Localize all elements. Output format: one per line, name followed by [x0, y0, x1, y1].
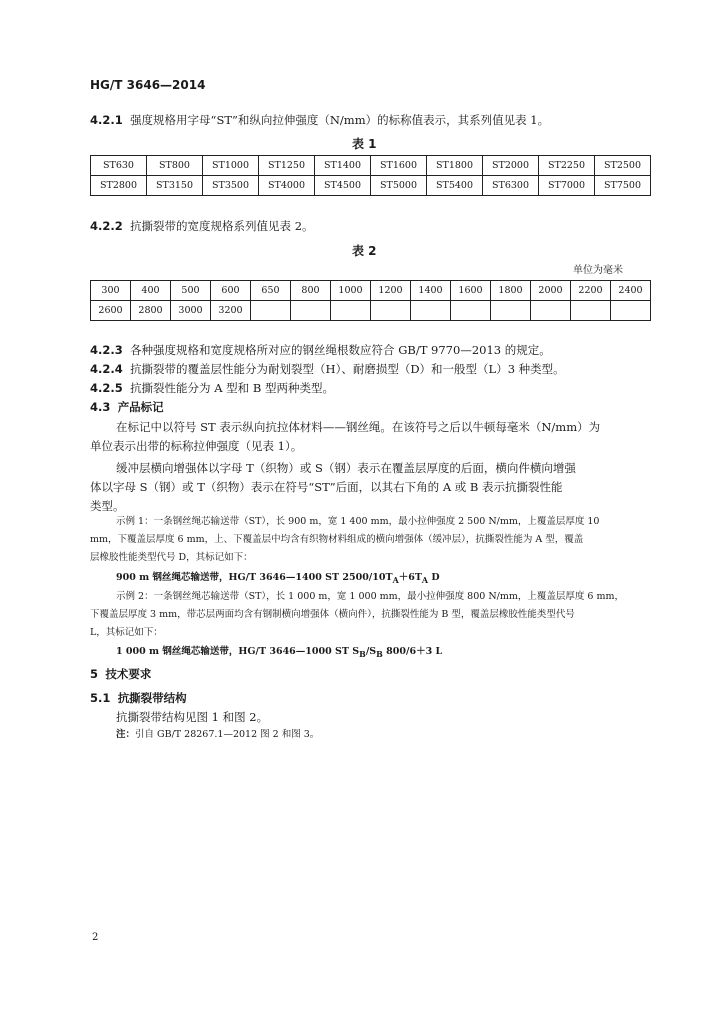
clause-text: 抗撕裂带的宽度规格系列值见表 2。: [130, 219, 314, 233]
table-cell: 3000: [171, 301, 211, 321]
clause-number: 4.2.4: [90, 362, 123, 376]
table-row: [91, 281, 651, 301]
clause-number: 4.2.3: [90, 343, 123, 357]
table-row: [91, 156, 651, 176]
table-cell: ST2500: [595, 156, 651, 176]
section-title: 抗撕裂带结构: [117, 691, 187, 705]
paragraph-5-1: 抗撕裂带结构见图 1 和图 2。: [116, 710, 269, 724]
clause-4-2-4: [90, 361, 565, 377]
marking-text-end: D: [428, 572, 440, 583]
table-cell: 1600: [451, 281, 491, 301]
marking-text: 1 000 m 钢丝绳芯输送带，HG/T 3646—1000 ST S: [116, 646, 360, 657]
example-1-line-3: 层橡胶性能类型代号 D，其标记如下：: [90, 552, 253, 563]
marking-subscript-2: A: [421, 575, 429, 585]
clause-4-2-1: [90, 112, 549, 128]
table-2-unit: 单位为毫米: [573, 265, 623, 276]
table-cell: ST5400: [427, 176, 483, 196]
marking-subscript: B: [359, 649, 366, 659]
paragraph-4-3b-line-1: 缓冲层横向增强体以字母 T（织物）或 S（钢）表示在覆盖层厚度的后面，横向件横向增强: [116, 461, 576, 475]
standard-number: HG/T 3646—2014: [90, 78, 206, 92]
table-cell: [531, 301, 571, 321]
clause-text: 强度规格用字母“ST”和纵向拉伸强度（N/mm）的标称值表示，其系列值见表 1。: [130, 113, 550, 127]
clause-text: 抗撕裂带的覆盖层性能分为耐划裂型（H）、耐磨损型（D）和一般型（L）3 种类型。: [130, 362, 565, 376]
table-cell: ST7000: [539, 176, 595, 196]
marking-text-mid: ＋6T: [398, 572, 422, 583]
table-cell: 500: [171, 281, 211, 301]
table-cell: 300: [91, 281, 131, 301]
table-cell: [331, 301, 371, 321]
table-cell: ST2800: [91, 176, 147, 196]
table-cell: 800: [291, 281, 331, 301]
table-cell: ST800: [147, 156, 203, 176]
table-cell: 2600: [91, 301, 131, 321]
example-2-line-1: 示例 2：一条钢丝绳芯输送带（ST），长 1 000 m，宽 1 000 mm，最小拉伸强度 800 N/mm，上覆盖层厚度 6 mm，: [116, 591, 624, 602]
table-cell: ST7500: [595, 176, 651, 196]
table-cell: 2000: [531, 281, 571, 301]
note-label: 注：: [116, 729, 136, 740]
section-title: 产品标记: [117, 400, 164, 414]
table-cell: 1200: [371, 281, 411, 301]
table-row: [91, 176, 651, 196]
table-cell: ST1000: [203, 156, 259, 176]
table-cell: ST4000: [259, 176, 315, 196]
table-cell: 2400: [611, 281, 651, 301]
section-4-3-heading: [90, 399, 164, 415]
example-2-marking: [116, 645, 442, 662]
table-cell: ST1800: [427, 156, 483, 176]
marking-text: 900 m 钢丝绳芯输送带，HG/T 3646—1400 ST 2500/10T: [116, 572, 393, 583]
table-cell: ST4500: [315, 176, 371, 196]
table-cell: 600: [211, 281, 251, 301]
section-title: 技术要求: [105, 667, 152, 681]
section-5-heading: [90, 666, 151, 682]
table-cell: ST1250: [259, 156, 315, 176]
page-number: 2: [92, 932, 99, 943]
clause-text: 抗撕裂性能分为 A 型和 B 型两种类型。: [130, 381, 334, 395]
example-2-line-2: 下覆盖层厚度 3 mm，带芯层两面均含有钢制横向增强体（横向件），抗撕裂性能为 B 型，覆盖层橡胶性能类型代号: [90, 609, 575, 620]
table-cell: ST5000: [371, 176, 427, 196]
paragraph-4-3-line-1: 在标记中以符号 ST 表示纵向抗拉体材料——钢丝绳。在该符号之后以牛顿每毫米（N/mm）为: [116, 420, 601, 434]
clause-number: 4.2.1: [90, 113, 123, 127]
example-1-line-2: mm，下覆盖层厚度 6 mm，上、下覆盖层中均含有织物材料组成的横向增强体（缓冲层），抗撕裂性能为 A 型，覆盖: [90, 534, 584, 545]
table-1-caption: 表 1: [352, 137, 377, 151]
table-cell: 1400: [411, 281, 451, 301]
table-cell: ST6300: [483, 176, 539, 196]
table-cell: 650: [251, 281, 291, 301]
table-row: [91, 301, 651, 321]
paragraph-4-3-line-2: 单位表示出带的标称拉伸强度（见表 1）。: [90, 439, 303, 453]
clause-4-2-2: [90, 218, 314, 234]
table-cell: [611, 301, 651, 321]
section-number: 5.1: [90, 691, 111, 705]
example-2-line-3: L，其标记如下：: [90, 627, 163, 638]
table-cell: [571, 301, 611, 321]
paragraph-4-3b-line-3: 类型。: [90, 499, 125, 513]
table-cell: [291, 301, 331, 321]
table-cell: ST630: [91, 156, 147, 176]
paragraph-4-3b-line-2: 体以字母 S（钢）或 T（织物）表示在符号“ST”后面，以其右下角的 A 或 B 表示抗撕裂性能: [90, 480, 563, 494]
table-cell: [371, 301, 411, 321]
table-cell: ST1600: [371, 156, 427, 176]
table-cell: 2200: [571, 281, 611, 301]
table-cell: [491, 301, 531, 321]
table-cell: 400: [131, 281, 171, 301]
table-cell: 3200: [211, 301, 251, 321]
marking-subscript: A: [392, 575, 399, 585]
table-cell: ST2000: [483, 156, 539, 176]
note-text: 引自 GB/T 28267.1—2012 图 2 和图 3。: [135, 729, 320, 740]
clause-4-2-3: [90, 342, 551, 358]
table-cell: ST3150: [147, 176, 203, 196]
marking-subscript-2: B: [376, 649, 383, 659]
section-number: 5: [90, 667, 99, 681]
table-cell: [411, 301, 451, 321]
table-cell: ST2250: [539, 156, 595, 176]
table-cell: [251, 301, 291, 321]
table-cell: ST1400: [315, 156, 371, 176]
table-2-caption: 表 2: [352, 244, 377, 258]
section-5-1-heading: [90, 690, 187, 706]
table-2: [90, 280, 651, 321]
example-1-marking: [116, 571, 440, 588]
clause-number: 4.2.5: [90, 381, 123, 395]
table-cell: [451, 301, 491, 321]
clause-number: 4.2.2: [90, 219, 123, 233]
table-cell: 1000: [331, 281, 371, 301]
table-cell: ST3500: [203, 176, 259, 196]
example-1-line-1: 示例 1：一条钢丝绳芯输送带（ST），长 900 m，宽 1 400 mm，最小拉伸强度 2 500 N/mm，上覆盖层厚度 10: [116, 516, 600, 527]
clause-4-2-5: [90, 380, 334, 396]
marking-text-mid: /S: [365, 646, 377, 657]
note: [116, 728, 319, 742]
section-number: 4.3: [90, 400, 111, 414]
clause-text: 各种强度规格和宽度规格所对应的钢丝绳根数应符合 GB/T 9770—2013 的规定。: [130, 343, 551, 357]
table-cell: 1800: [491, 281, 531, 301]
table-1: [90, 155, 651, 196]
table-cell: 2800: [131, 301, 171, 321]
marking-text-end: 800/6＋3 L: [382, 646, 443, 657]
